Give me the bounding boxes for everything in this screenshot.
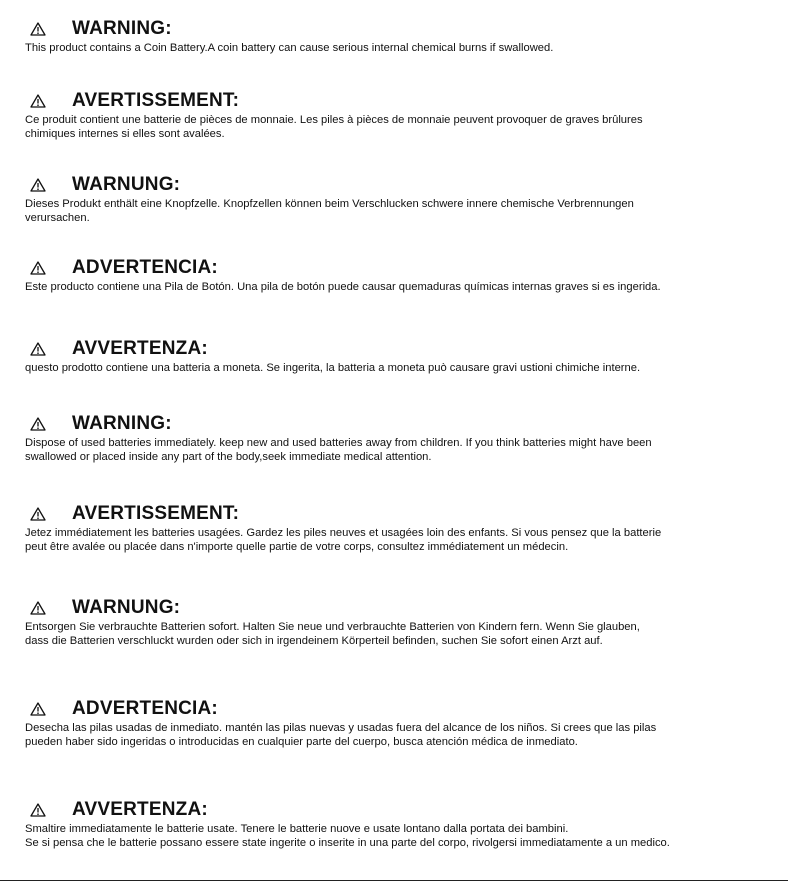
warning-triangle-icon: [30, 702, 46, 716]
warning-section-it-1: [25, 338, 765, 375]
section-heading: [25, 799, 765, 821]
warning-triangle-icon: [30, 417, 46, 431]
section-heading: [25, 338, 765, 360]
section-heading: [25, 174, 765, 196]
warning-section-fr-2: [25, 503, 765, 554]
section-title: WARNUNG:: [72, 597, 181, 618]
warning-section-en-1: [25, 18, 765, 55]
warning-section-es-1: [25, 257, 765, 294]
warning-triangle-icon: [30, 507, 46, 521]
section-title: WARNING:: [72, 413, 172, 434]
section-heading: [25, 90, 765, 112]
section-title: ADVERTENCIA:: [72, 257, 218, 278]
section-title: WARNUNG:: [72, 174, 181, 195]
warning-section-fr-1: [25, 90, 765, 141]
section-heading: [25, 257, 765, 279]
section-heading: [25, 698, 765, 720]
warning-triangle-icon: [30, 94, 46, 108]
section-title: AVERTISSEMENT:: [72, 503, 240, 524]
warning-triangle-icon: [30, 22, 46, 36]
warning-section-de-1: [25, 174, 765, 225]
section-title: AVVERTENZA:: [72, 799, 208, 820]
section-heading: [25, 597, 765, 619]
section-text: questo prodotto contiene una batteria a moneta. Se ingerita, la batteria a moneta può causare gravi ustioni chimiche interne.: [25, 362, 641, 374]
section-heading: [25, 413, 765, 435]
section-text: Este producto contiene una Pila de Botón. Una pila de botón puede causar quemaduras químicas internas graves si es ingerida.: [25, 281, 661, 293]
warning-section-it-2: [25, 799, 765, 850]
warning-triangle-icon: [30, 342, 46, 356]
warning-triangle-icon: [30, 803, 46, 817]
warning-triangle-icon: [30, 178, 46, 192]
section-text: Smaltire immediatamente le batterie usate. Tenere le batterie nuove e usate lontano dalla portata dei bambini. Se si pensa che le batterie possano essere state ingerite o inserite in una parte del corpo, rivolgersi immediatamente a un medico.: [25, 823, 670, 849]
bottom-divider: [0, 880, 788, 881]
section-title: ADVERTENCIA:: [72, 698, 218, 719]
section-text: This product contains a Coin Battery.A coin battery can cause serious internal chemical burns if swallowed.: [25, 42, 554, 54]
section-text: Desecha las pilas usadas de inmediato. mantén las pilas nuevas y usadas fuera del alcance de los niños. Si crees que las pilas pueden haber sido ingeridas o introducidas en cualquier parte del cuerpo, busca atención médica de inmediato.: [25, 722, 657, 748]
section-text: Dieses Produkt enthält eine Knopfzelle. Knopfzellen können beim Verschlucken schwere innere chemische Verbrennungen verursachen.: [25, 198, 634, 224]
section-text: Ce produit contient une batterie de pièces de monnaie. Les piles à pièces de monnaie peuvent provoquer de graves brûlures chimiques internes si elles sont avalées.: [25, 114, 643, 140]
warning-section-de-2: [25, 597, 765, 648]
section-text: Jetez immédiatement les batteries usagées. Gardez les piles neuves et usagées loin des enfants. Si vous pensez que la batterie peut être avalée ou placée dans n'importe quelle partie de votre corps, consultez immédiatement un médecin.: [25, 527, 662, 553]
section-text: Entsorgen Sie verbrauchte Batterien sofort. Halten Sie neue und verbrauchte Batterien von Kindern fern. Wenn Sie glauben, dass die Batterien verschluckt wurden oder sich in irgendeinem Körperteil befinden, suchen Sie sofort einen Arzt auf.: [25, 621, 640, 647]
warning-section-en-2: [25, 413, 765, 464]
section-title: WARNING:: [72, 18, 172, 39]
warning-triangle-icon: [30, 601, 46, 615]
section-text: Dispose of used batteries immediately. keep new and used batteries away from children. If you think batteries might have been swallowed or placed inside any part of the body,seek immediate medical attention.: [25, 437, 652, 463]
section-title: AVERTISSEMENT:: [72, 90, 240, 111]
section-heading: [25, 503, 765, 525]
section-title: AVVERTENZA:: [72, 338, 208, 359]
warning-section-es-2: [25, 698, 765, 749]
section-heading: [25, 18, 765, 40]
warning-triangle-icon: [30, 261, 46, 275]
